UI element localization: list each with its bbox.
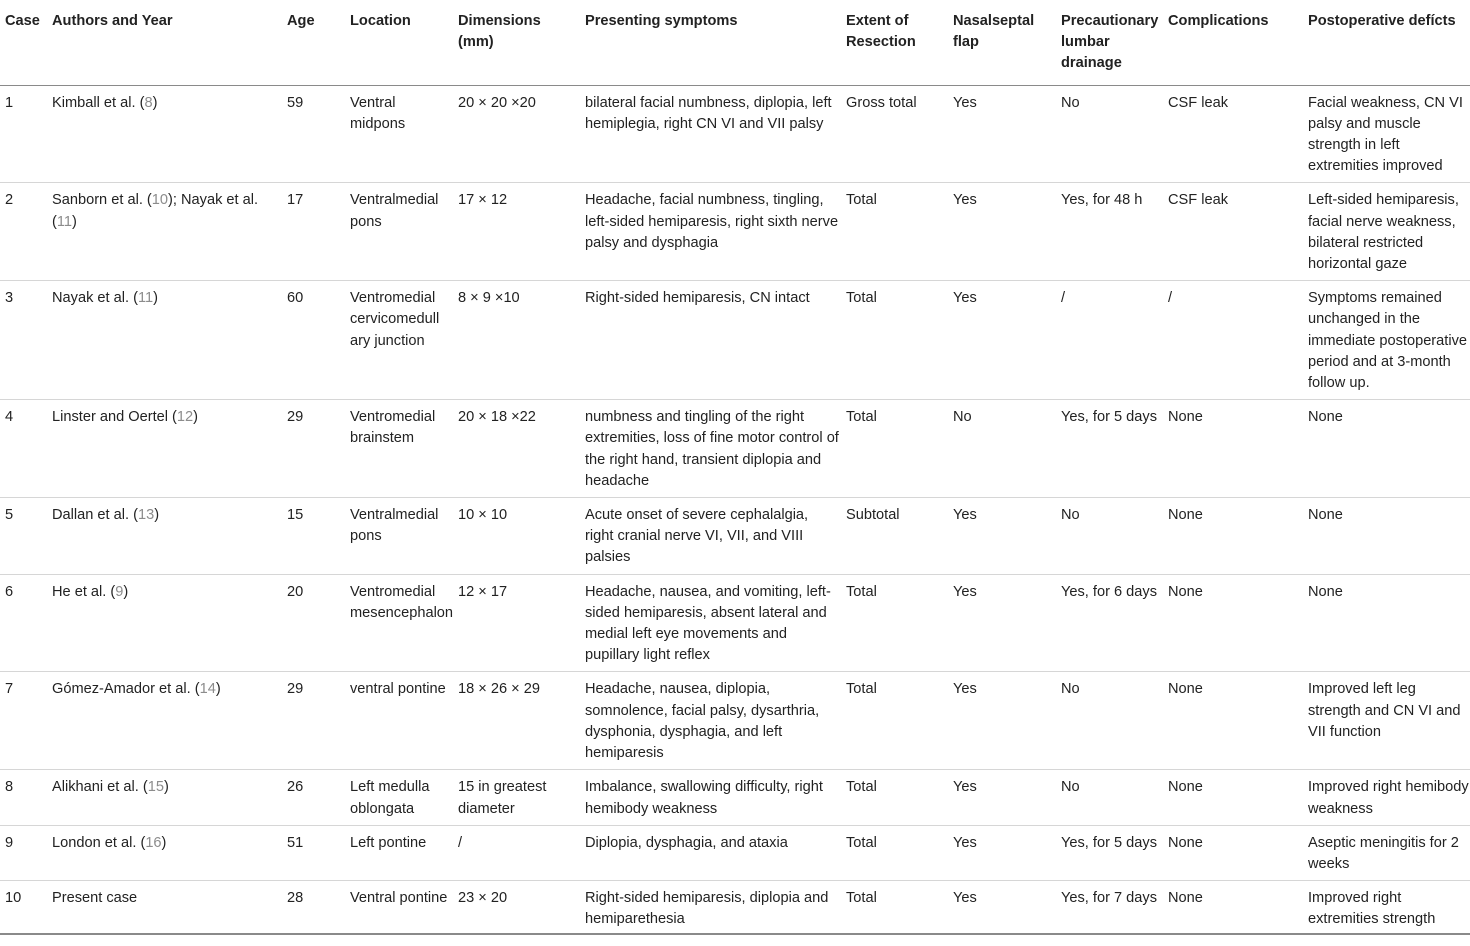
cell-authors <box>52 825 287 880</box>
cell-complications: None <box>1168 770 1308 825</box>
cell-authors <box>52 881 287 934</box>
cell-case: 9 <box>0 825 52 880</box>
author-text: Kimball et al. ( <box>52 94 145 111</box>
cell-age: 29 <box>287 400 350 498</box>
header-dimensions: Dimensions (mm) <box>458 0 585 85</box>
cell-resection: Subtotal <box>846 498 953 575</box>
author-text: Sanborn et al. ( <box>52 192 152 209</box>
cell-symptoms: Right-sided hemiparesis, CN intact <box>585 281 846 400</box>
cell-authors <box>52 85 287 183</box>
cell-authors <box>52 281 287 400</box>
reference-link[interactable]: 11 <box>56 213 73 230</box>
cell-authors <box>52 183 287 281</box>
cell-age: 20 <box>287 574 350 672</box>
reference-link[interactable]: 10 <box>151 192 169 209</box>
cell-drainage: Yes, for 5 days <box>1061 825 1168 880</box>
cell-case: 4 <box>0 400 52 498</box>
cell-complications: None <box>1168 825 1308 880</box>
cell-age: 51 <box>287 825 350 880</box>
header-symptoms: Presenting symptoms <box>585 0 846 85</box>
table-row <box>0 498 1470 575</box>
author-text: ) <box>193 409 199 426</box>
cell-case: 7 <box>0 672 52 770</box>
cell-location: Ventromedial cervicomedull ary junction <box>350 281 458 400</box>
cell-complications: CSF leak <box>1168 183 1308 281</box>
cell-dimensions: 18 × 26 × 29 <box>458 672 585 770</box>
cell-flap: Yes <box>953 498 1061 575</box>
cell-complications: None <box>1168 881 1308 934</box>
cell-age: 60 <box>287 281 350 400</box>
cell-symptoms: Acute onset of severe cephalalgia, right cranial nerve VI, VII, and VIII palsies <box>585 498 846 575</box>
table-row <box>0 881 1470 934</box>
header-complications: Complications <box>1168 0 1308 85</box>
cell-complications: None <box>1168 400 1308 498</box>
cell-authors <box>52 672 287 770</box>
cell-complications: None <box>1168 574 1308 672</box>
reference-link[interactable]: 13 <box>137 507 155 524</box>
table-header <box>0 0 1470 85</box>
cell-drainage: Yes, for 7 days <box>1061 881 1168 934</box>
cell-case: 1 <box>0 85 52 183</box>
cell-complications: / <box>1168 281 1308 400</box>
cell-resection: Total <box>846 770 953 825</box>
header-age: Age <box>287 0 350 85</box>
cell-flap: Yes <box>953 770 1061 825</box>
cell-dimensions: 20 × 20 ×20 <box>458 85 585 183</box>
author-text: ) <box>123 583 129 600</box>
cell-dimensions: 15 in greatest diameter <box>458 770 585 825</box>
cell-deficits: Left-sided hemiparesis, facial nerve weakness, bilateral restricted horizontal gaze <box>1308 183 1470 281</box>
cell-age: 26 <box>287 770 350 825</box>
cell-resection: Total <box>846 183 953 281</box>
cell-resection: Total <box>846 281 953 400</box>
table-row <box>0 183 1470 281</box>
cell-drainage: Yes, for 48 h <box>1061 183 1168 281</box>
cell-complications: None <box>1168 498 1308 575</box>
author-text: Present case <box>52 890 138 907</box>
cell-deficits: None <box>1308 574 1470 672</box>
cell-symptoms: Headache, facial numbness, tingling, left-sided hemiparesis, right sixth nerve palsy and dysphagia <box>585 183 846 281</box>
cell-dimensions: 10 × 10 <box>458 498 585 575</box>
author-text: Alikhani et al. ( <box>52 779 148 796</box>
cell-symptoms: Right-sided hemiparesis, diplopia and hemiparethesia <box>585 881 846 934</box>
cell-dimensions: 17 × 12 <box>458 183 585 281</box>
cell-flap: Yes <box>953 183 1061 281</box>
header-location: Location <box>350 0 458 85</box>
cell-deficits: Symptoms remained unchanged in the immediate postoperative period and at 3-month follow up. <box>1308 281 1470 400</box>
cell-authors <box>52 400 287 498</box>
cell-location: Ventral midpons <box>350 85 458 183</box>
cell-deficits: Facial weakness, CN VI palsy and muscle strength in left extremities improved <box>1308 85 1470 183</box>
cell-resection: Total <box>846 400 953 498</box>
header-drainage: Precautionary lumbar drainage <box>1061 0 1168 85</box>
cell-drainage: Yes, for 6 days <box>1061 574 1168 672</box>
cell-flap: No <box>953 400 1061 498</box>
header-flap: Nasalseptal flap <box>953 0 1061 85</box>
cell-flap: Yes <box>953 825 1061 880</box>
cell-age: 28 <box>287 881 350 934</box>
cell-dimensions: 12 × 17 <box>458 574 585 672</box>
author-text: ) <box>154 507 160 524</box>
author-text: ) <box>152 94 158 111</box>
author-text: ) <box>163 779 169 796</box>
cell-age: 17 <box>287 183 350 281</box>
author-text: Linster and Oertel ( <box>52 409 177 426</box>
author-text: ) <box>161 834 167 851</box>
table-row <box>0 400 1470 498</box>
reference-link[interactable]: 16 <box>145 834 162 851</box>
table-body <box>0 85 1470 933</box>
cell-dimensions: 8 × 9 ×10 <box>458 281 585 400</box>
reference-link[interactable]: 15 <box>147 779 164 796</box>
cell-resection: Gross total <box>846 85 953 183</box>
cell-authors <box>52 498 287 575</box>
cell-flap: Yes <box>953 881 1061 934</box>
cell-case: 6 <box>0 574 52 672</box>
cell-drainage: No <box>1061 672 1168 770</box>
table-row <box>0 85 1470 183</box>
cell-location: ventral pontine <box>350 672 458 770</box>
cell-age: 29 <box>287 672 350 770</box>
cell-authors <box>52 770 287 825</box>
cell-symptoms: Diplopia, dysphagia, and ataxia <box>585 825 846 880</box>
author-text: ) <box>215 681 221 698</box>
reference-link[interactable]: 14 <box>199 681 216 698</box>
cell-symptoms: numbness and tingling of the right extremities, loss of fine motor control of the right hand, transient diplopia and headache <box>585 400 846 498</box>
table-row <box>0 770 1470 825</box>
cell-location: Ventromedial brainstem <box>350 400 458 498</box>
header-deficits: Postoperative defícts <box>1308 0 1470 85</box>
cell-location: Ventral pontine <box>350 881 458 934</box>
cell-location: Ventromedial mesencephalon <box>350 574 458 672</box>
cell-resection: Total <box>846 825 953 880</box>
table-row <box>0 574 1470 672</box>
table-row <box>0 672 1470 770</box>
author-text: Nayak et al. ( <box>52 290 138 307</box>
cell-dimensions: 20 × 18 ×22 <box>458 400 585 498</box>
cell-flap: Yes <box>953 281 1061 400</box>
author-text: Dallan et al. ( <box>52 507 138 524</box>
cell-location: Left medulla oblongata <box>350 770 458 825</box>
header-authors: Authors and Year <box>52 0 287 85</box>
reference-link[interactable]: 12 <box>176 409 194 426</box>
cell-dimensions: / <box>458 825 585 880</box>
author-text: ) <box>72 213 77 230</box>
header-row <box>0 0 1470 85</box>
cell-case: 10 <box>0 881 52 934</box>
cell-location: Left pontine <box>350 825 458 880</box>
cell-flap: Yes <box>953 672 1061 770</box>
cell-symptoms: Imbalance, swallowing difficulty, right hemibody weakness <box>585 770 846 825</box>
cell-resection: Total <box>846 672 953 770</box>
header-resection: Extent of Resection <box>846 0 953 85</box>
cell-case: 8 <box>0 770 52 825</box>
author-text: ); Nayak et al. ( <box>52 192 259 230</box>
cell-case: 5 <box>0 498 52 575</box>
reference-link[interactable]: 11 <box>137 290 154 307</box>
cell-location: Ventralmedial pons <box>350 498 458 575</box>
author-text: London et al. ( <box>52 834 146 851</box>
cell-authors <box>52 574 287 672</box>
cell-drainage: No <box>1061 85 1168 183</box>
cell-flap: Yes <box>953 574 1061 672</box>
table-row <box>0 825 1470 880</box>
cell-drainage: No <box>1061 770 1168 825</box>
cell-deficits: Improved left leg strength and CN VI and VII function <box>1308 672 1470 770</box>
cell-resection: Total <box>846 881 953 934</box>
author-text: Gómez-Amador et al. ( <box>52 681 200 698</box>
reference-link[interactable]: 8 <box>144 94 153 111</box>
cell-age: 15 <box>287 498 350 575</box>
cell-case: 2 <box>0 183 52 281</box>
cell-deficits: None <box>1308 400 1470 498</box>
author-text: He et al. ( <box>52 583 116 600</box>
reference-link[interactable]: 9 <box>115 583 124 600</box>
cell-complications: CSF leak <box>1168 85 1308 183</box>
author-text: ) <box>153 290 159 307</box>
table-row <box>0 281 1470 400</box>
cell-symptoms: Headache, nausea, diplopia, somnolence, facial palsy, dysarthria, dysphonia, dysphagia, and left hemiparesis <box>585 672 846 770</box>
cell-flap: Yes <box>953 85 1061 183</box>
cell-drainage: Yes, for 5 days <box>1061 400 1168 498</box>
cell-case: 3 <box>0 281 52 400</box>
cell-drainage: No <box>1061 498 1168 575</box>
cell-complications: None <box>1168 672 1308 770</box>
cell-dimensions: 23 × 20 <box>458 881 585 934</box>
cell-deficits: Aseptic meningitis for 2 weeks <box>1308 825 1470 880</box>
cell-location: Ventralmedial pons <box>350 183 458 281</box>
cell-deficits: None <box>1308 498 1470 575</box>
cell-resection: Total <box>846 574 953 672</box>
cell-drainage: / <box>1061 281 1168 400</box>
header-case: Case <box>0 0 52 85</box>
cell-age: 59 <box>287 85 350 183</box>
cell-deficits: Improved right extremities strength <box>1308 881 1470 934</box>
cell-symptoms: Headache, nausea, and vomiting, left-sided hemiparesis, absent lateral and medial left eye movements and pupillary light reflex <box>585 574 846 672</box>
cell-symptoms: bilateral facial numbness, diplopia, left hemiplegia, right CN VI and VII palsy <box>585 85 846 183</box>
cell-deficits: Improved right hemibody weakness <box>1308 770 1470 825</box>
